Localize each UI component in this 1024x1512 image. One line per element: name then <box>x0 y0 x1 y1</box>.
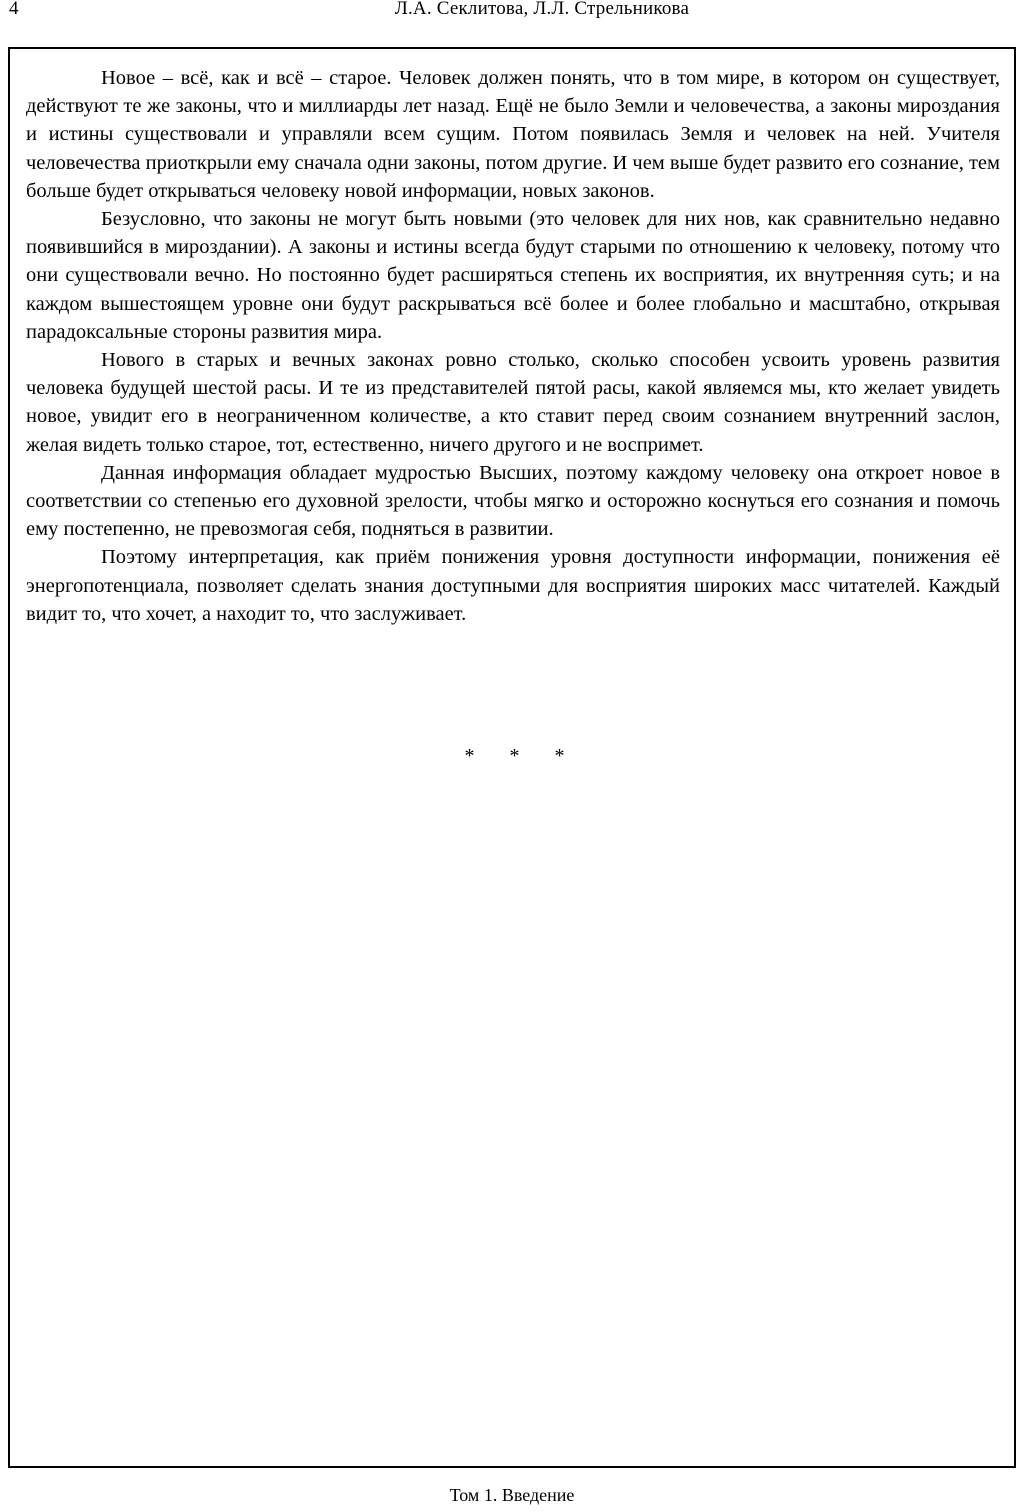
footer-volume-title: Том 1. Введение <box>449 1485 575 1505</box>
paragraph-3: Нового в старых и вечных законах ровно столько, сколько способен усвоить уровень развития человека будущей шестой расы. И те из представителей пятой расы, какой являемся мы, кто желает увидеть новое, увидит его в неограниченном количестве, а кто ставит перед своим сознанием внутренний заслон, желая видеть только старое, тот, естественно, ничего другого и не воспримет. <box>26 349 1000 456</box>
paragraph-4: Данная информация обладает мудростью Высших, поэтому каждому человеку она откроет новое в соответствии со степенью его духовной зрелости, чтобы мягко и осторожно коснуться его сознания и помочь ему постепенно, не превозмогая себя, подняться в развитии. <box>26 461 1000 541</box>
separator-asterisk: * <box>509 745 520 767</box>
separator-asterisk: * <box>464 745 475 767</box>
header-authors: Л.А. Секлитова, Л.Л. Стрельникова <box>394 0 690 19</box>
paragraph-2: Безусловно, что законы не могут быть новыми (это человек для них нов, как сравнительно недавно появившийся в мироздании). А законы и истины всегда будут старыми по отношению к человеку, потому что они существовали вечно. Но постоянно будет расширяться степень их восприятия, их внутренняя суть; и на каждом вышестоящем уровне они будут раскрываться всё более и более глобально и масштабно, открывая парадоксальные стороны развития мира. <box>26 208 1000 343</box>
running-head <box>0 0 1024 24</box>
separator-asterisk: * <box>554 745 565 767</box>
section-separator <box>0 742 1024 770</box>
page-number: 4 <box>9 0 19 19</box>
body-text <box>26 64 1000 628</box>
paragraph-1: Новое – всё, как и всё – старое. Человек должен понять, что в том мире, в котором он существует, действуют те же законы, что и миллиарды лет назад. Ещё не было Земли и человечества, а законы мироздания и истины существовали и управляли всем сущим. Потом появилась Земля и человек на ней. Учителя человечества приоткрыли ему сначала одни законы, потом другие. И чем выше будет развито его сознание, тем больше будет открываться человеку новой информации, новых законов. <box>26 67 1000 202</box>
paragraph-5: Поэтому интерпретация, как приём понижения уровня доступности информации, понижения её энергопотенциала, позволяет сделать знания доступными для восприятия широких масс читателей. Каждый видит то, что хочет, а находит то, что заслуживает. <box>26 546 1000 625</box>
